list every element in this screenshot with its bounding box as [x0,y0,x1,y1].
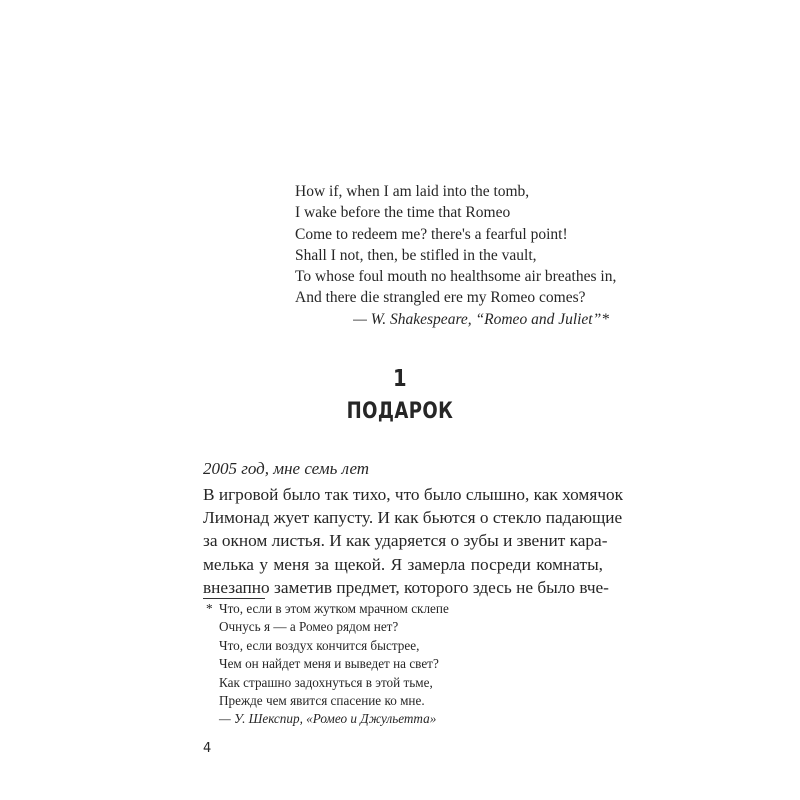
footnote-marker: * [206,601,213,616]
body-paragraph [203,483,624,599]
chapter-number: 1 [392,366,408,392]
epigraph-line: I wake before the time that Romeo [295,204,511,222]
footnote-line-text: Что, если в этом жутком мрачном склепе [219,601,449,616]
footnote-line: Прежде чем явится спасение ко мне. [219,693,425,709]
footnote-line: Что, если воздух кончится быстрее, [219,637,420,653]
epigraph-line: Come to redeem me? there's a fearful point! [295,225,568,243]
footnote-divider [203,598,265,599]
footnote [206,600,566,729]
epigraph-line: Shall I not, then, be stifled in the vault, [295,246,537,264]
body-line: мелька у меня за щекой. Я замерла посреди комнаты, [203,554,603,574]
body-line: за окном листья. И как ударяется о зубы и звенит кара- [203,531,608,551]
footnote-line: Очнусь я — а Ромео рядом нет? [219,619,399,635]
chapter-title: ПОДАРОК [346,399,454,424]
epigraph-line: How if, when I am laid into the tomb, [295,183,530,200]
footnote-line [206,600,566,618]
epigraph-line: To whose foul mouth no healthsome air breathes in, [295,268,617,286]
epigraph-attribution: — W. Shakespeare, “Romeo and Juliet”* [353,310,609,328]
page-number: 4 [203,741,212,756]
epigraph-line: And there die strangled ere my Romeo comes? [295,289,586,307]
chapter-subheading: 2005 год, мне семь лет [203,459,370,478]
body-line: внезапно заметив предмет, которого здесь не было вче- [203,577,609,597]
body-line: В игровой было так тихо, что было слышно, как хомячок [203,485,624,504]
footnote-attribution: — У. Шекспир, «Ромео и Джульетта» [219,711,437,727]
body-line: Лимонад жует капусту. И как бьются о стекло падающие [203,508,623,528]
footnote-line: Чем он найдет меня и выведет на свет? [219,656,439,672]
footnote-line: Как страшно задохнуться в этой тьме, [219,674,433,690]
epigraph [295,181,615,330]
